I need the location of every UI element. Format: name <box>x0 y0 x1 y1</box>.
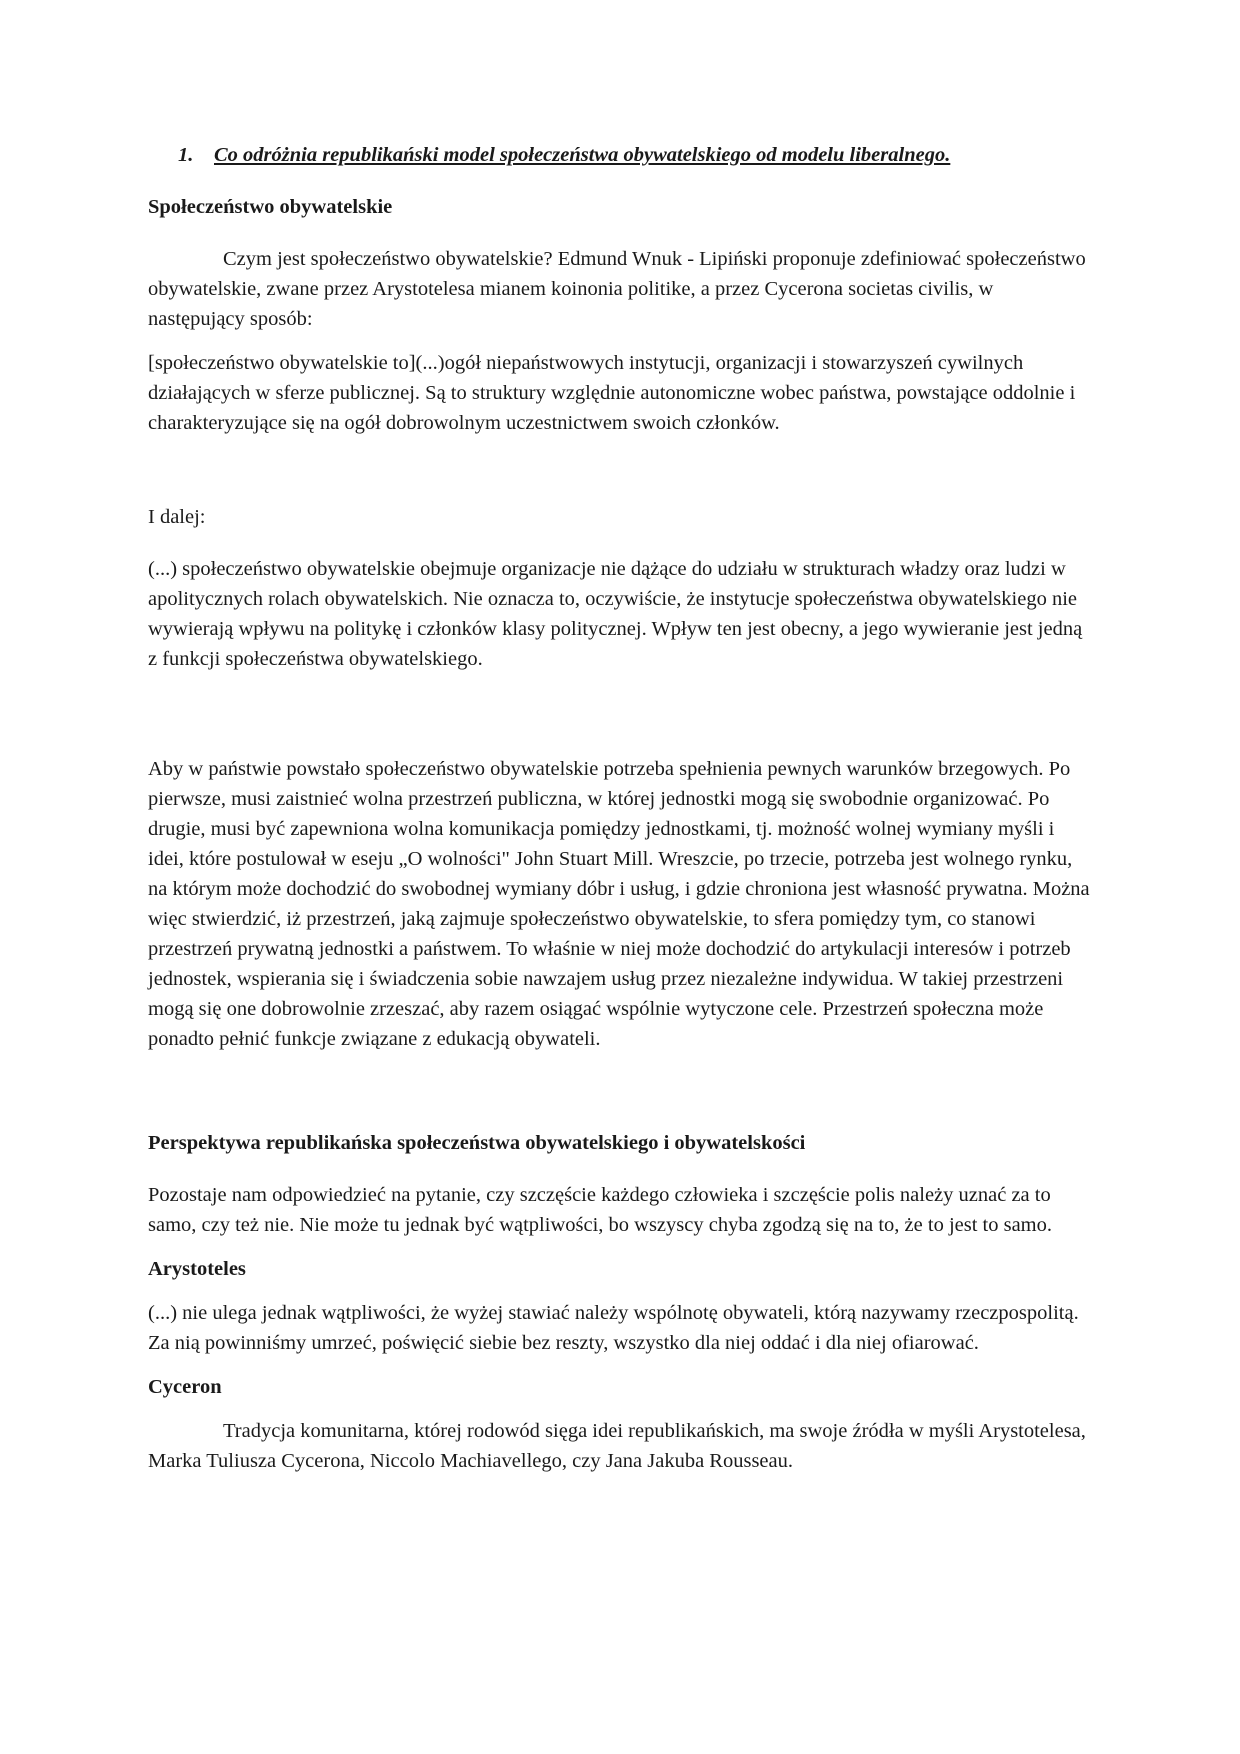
author-aristotle: Arystoteles <box>148 1258 246 1280</box>
section-title-civil-society: Społeczeństwo obywatelskie <box>148 196 393 218</box>
heading-text: Co odróżnia republikański model społeczeństwa obywatelskiego od modelu liberalnego. <box>214 144 951 166</box>
cicero-quote: (...) nie ulega jednak wątpliwości, że wyżej stawiać należy wspólnotę obywateli, którą nazywamy rzeczpospolitą. Za nią powinniśmy umrzeć, poświęcić siebie bez reszty, wszystko dla niej oddać i dla niej ofiarować. <box>148 1302 1079 1354</box>
document-body <box>148 140 1093 1490</box>
question-heading <box>148 140 1093 170</box>
heading-number: 1. <box>178 144 194 166</box>
aristotle-quote: Pozostaje nam odpowiedzieć na pytanie, czy szczęście każdego człowieka i szczęście polis należy uznać za to samo, czy też nie. Nie może tu jednak być wątpliwości, bo wszyscy chyba zgodzą się na to, że to jest to samo. <box>148 1184 1053 1236</box>
continuation-quote: (...) społeczeństwo obywatelskie obejmuje organizacje nie dążące do udziału w strukturach władzy oraz ludzi w apolitycznych rolach obywatelskich. Nie oznacza to, oczywiście, że instytucje społeczeństwa obywatelskiego nie wywierają wpływu na politykę i członków klasy politycznej. Wpływ ten jest obecny, a jego wywieranie jest jedną z funkcji społeczeństwa obywatelskiego. <box>148 558 1083 670</box>
transition-text: I dalej: <box>148 506 206 528</box>
section-title-republican: Perspektywa republikańska społeczeństwa obywatelskiego i obywatelskości <box>148 1132 806 1154</box>
author-cicero: Cyceron <box>148 1376 222 1398</box>
intro-paragraph: Czym jest społeczeństwo obywatelskie? Edmund Wnuk - Lipiński proponuje zdefiniować społeczeństwo obywatelskie, zwane przez Arystotelesa mianem koinonia politike, a przez Cycerona societas civilis, w następujący sposób: <box>148 248 1086 330</box>
closing-paragraph: Tradycja komunitarna, której rodowód sięga idei republikańskich, ma swoje źródła w myśli Arystotelesa, Marka Tuliusza Cycerona, Niccolo Machiavellego, czy Jana Jakuba Rousseau. <box>148 1420 1086 1472</box>
definition-quote: [społeczeństwo obywatelskie to](...)ogół niepaństwowych instytucji, organizacji i stowarzyszeń cywilnych działających w sferze publicznej. Są to struktury względnie autonomiczne wobec państwa, powstające oddolnie i charakteryzujące się na ogół dobrowolnym uczestnictwem swoich członków. <box>148 352 1076 434</box>
conditions-paragraph: Aby w państwie powstało społeczeństwo obywatelskie potrzeba spełnienia pewnych warunków brzegowych. Po pierwsze, musi zaistnieć wolna przestrzeń publiczna, w której jednostki mogą się swobodnie organizować. Po drugie, musi być zapewniona wolna komunikacja pomiędzy jednostkami, tj. możność wolnej wymiany myśli i idei, które postulował w eseju „O wolności" John Stuart Mill. Wreszcie, po trzecie, potrzeba jest wolnego rynku, na którym może dochodzić do swobodnej wymiany dóbr i usług, i gdzie chroniona jest własność prywatna. Można więc stwierdzić, iż przestrzeń, jaką zajmuje społeczeństwo obywatelskie, to sfera pomiędzy tym, co stanowi przestrzeń prywatną jednostki a państwem. To właśnie w niej może dochodzić do artykulacji interesów i potrzeb jednostek, wspierania się i świadczenia sobie nawzajem usług przez niezależne indywidua. W takiej przestrzeni mogą się one dobrowolnie zrzeszać, aby razem osiągać wspólnie wytyczone cele. Przestrzeń społeczna może ponadto pełnić funkcje związane z edukacją obywateli. <box>148 758 1090 1050</box>
